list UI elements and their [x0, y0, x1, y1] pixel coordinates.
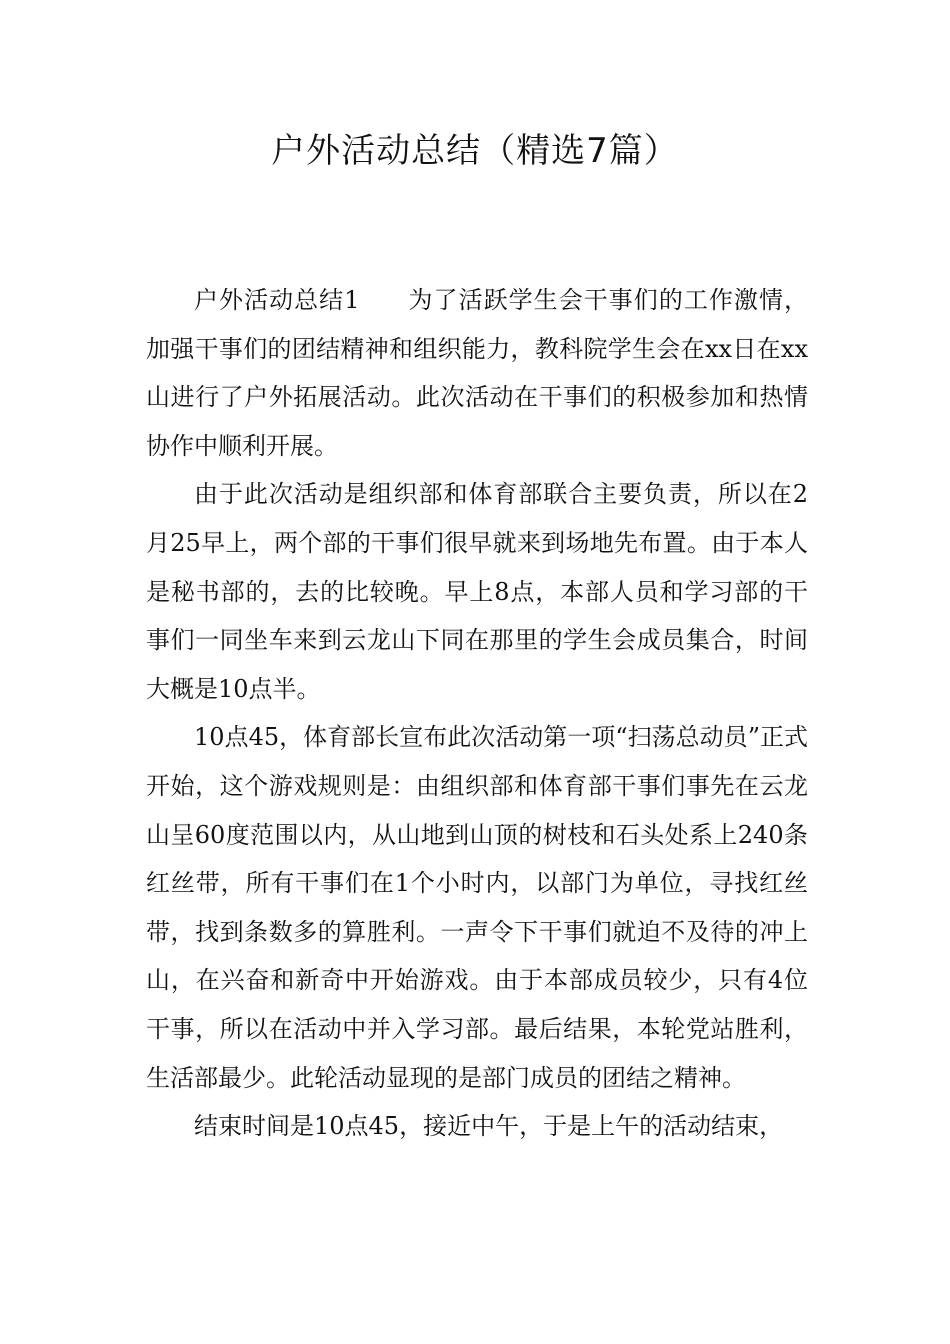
section-heading: 户外活动总结1 — [194, 286, 360, 314]
paragraph-text: 由于此次活动是组织部和体育部联合主要负责，所以在2月25早上，两个部的干事们很早就来到场地先布置。由于本人是秘书部的，去的比较晚。早上8点，本部人员和学习部的干事们一同坐车来到云龙山下同在那里的学生会成员集合，时间大概是10点半。 — [146, 480, 808, 703]
paragraph-text: 为了活跃学生会干事们的工作激情，加强干事们的团结精神和组织能力，教科院学生会在xx日在xx山进行了户外拓展活动。此次活动在干事们的积极参加和热情协作中顺利开展。 — [146, 286, 808, 460]
paragraph-text: 结束时间是10点45，接近中午，于是上午的活动结束， — [194, 1112, 784, 1141]
document-body — [146, 276, 808, 1151]
document-title: 户外活动总结（精选7篇） — [271, 131, 679, 171]
paragraph-text: 10点45，体育部长宣布此次活动第一项“扫荡总动员”正式开始，这个游戏规则是：由组织部和体育部干事们事先在云龙山呈60度范围以内，从山地到山顶的树枝和石头处系上240条红丝带，所有干事们在1个小时内，以部门为单位，寻找红丝带，找到条数多的算胜利。一声令下干事们就迫不及待的冲上山，在兴奋和新奇中开始游戏。由于本部成员较少，只有4位干事，所以在活动中并入学习部。最后结果，本轮党站胜利，生活部最少。此轮活动显现的是部门成员的团结之精神。 — [146, 723, 808, 1092]
paragraph-1 — [146, 276, 808, 470]
paragraph-2 — [146, 470, 808, 713]
paragraph-3 — [146, 713, 808, 1102]
paragraph-4 — [146, 1102, 808, 1151]
